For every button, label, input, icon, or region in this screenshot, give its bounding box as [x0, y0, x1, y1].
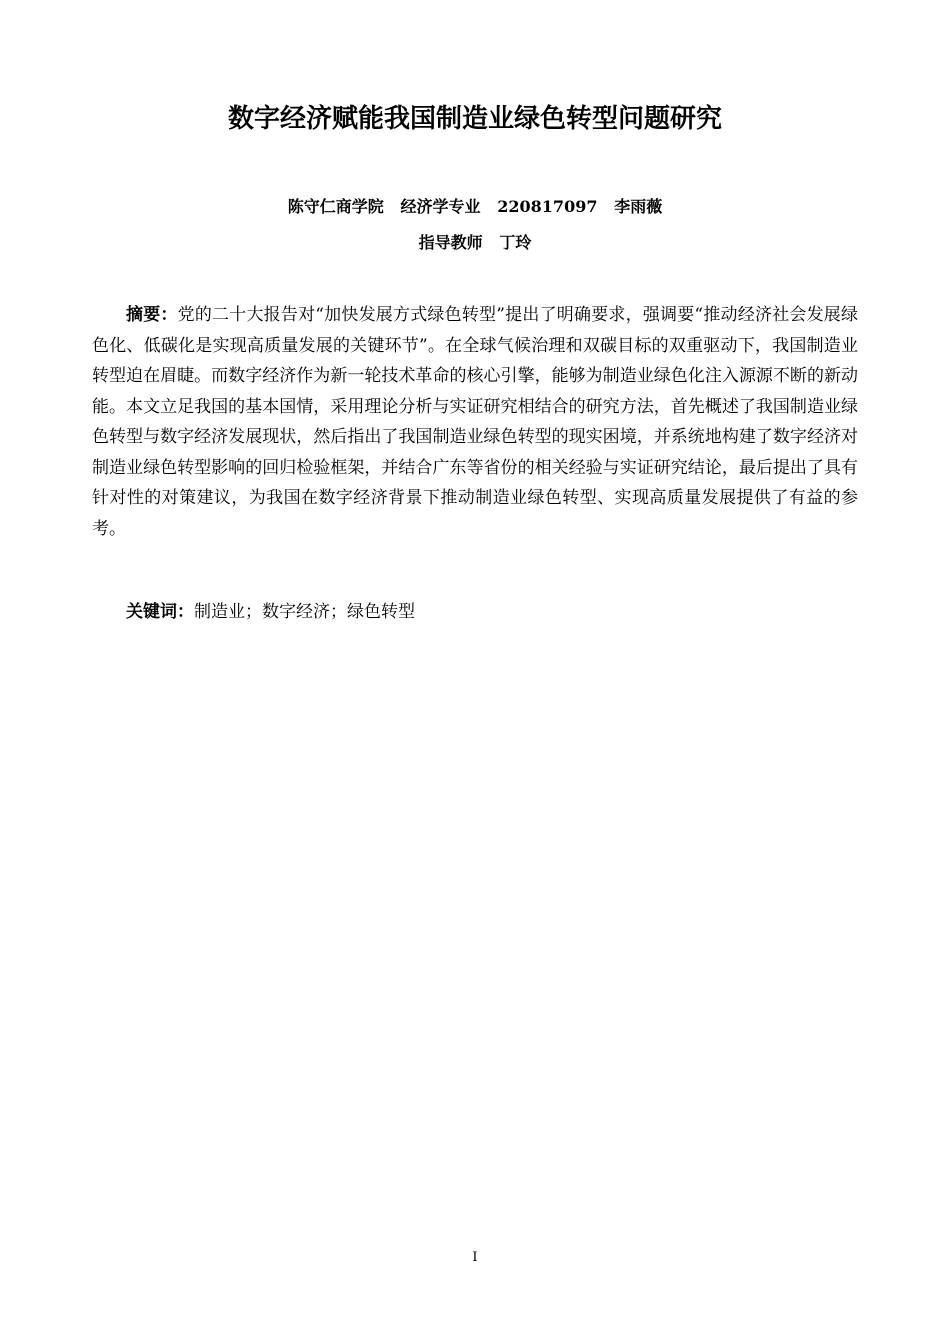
author-student-id: 220817097 — [497, 197, 598, 216]
keywords-label: 关键词： — [126, 602, 194, 622]
advisor-line — [0, 231, 950, 255]
advisor-name: 丁玲 — [499, 233, 532, 252]
paper-title: 数字经济赋能我国制造业绿色转型问题研究 — [227, 104, 722, 134]
author-line — [0, 195, 950, 219]
keywords-paragraph — [126, 597, 415, 627]
page-number: I — [472, 1250, 478, 1265]
abstract-text: 党的二十大报告对“加快发展方式绿色转型”提出了明确要求，强调要“推动经济社会发展绿色化、低碳化是实现高质量发展的关键环节”。在全球气候治理和双碳目标的双重驱动下，我国制造业转型迫在眉睫。而数字经济作为新一轮技术革命的核心引擎，能够为制造业绿色化注入源源不断的新动能。本文立足我国的基本国情，采用理论分析与实证研究相结合的研究方法，首先概述了我国制造业绿色转型与数字经济发展现状，然后指出了我国制造业绿色转型的现实困境，并系统地构建了数字经济对制造业绿色转型影响的回归检验框架，并结合广东等省份的相关经验与实证研究结论，最后提出了具有针对性的对策建议，为我国在数字经济背景下推动制造业绿色转型、实现高质量发展提供了有益的参考。 — [92, 305, 858, 539]
abstract-paragraph — [92, 300, 858, 544]
author-name: 李雨薇 — [614, 197, 663, 216]
author-major: 经济学专业 — [400, 197, 481, 216]
advisor-label: 指导教师 — [418, 233, 483, 252]
keywords-text: 制造业；数字经济；绿色转型 — [194, 602, 415, 622]
abstract-label: 摘要： — [126, 305, 178, 325]
author-school: 陈守仁商学院 — [287, 197, 384, 216]
